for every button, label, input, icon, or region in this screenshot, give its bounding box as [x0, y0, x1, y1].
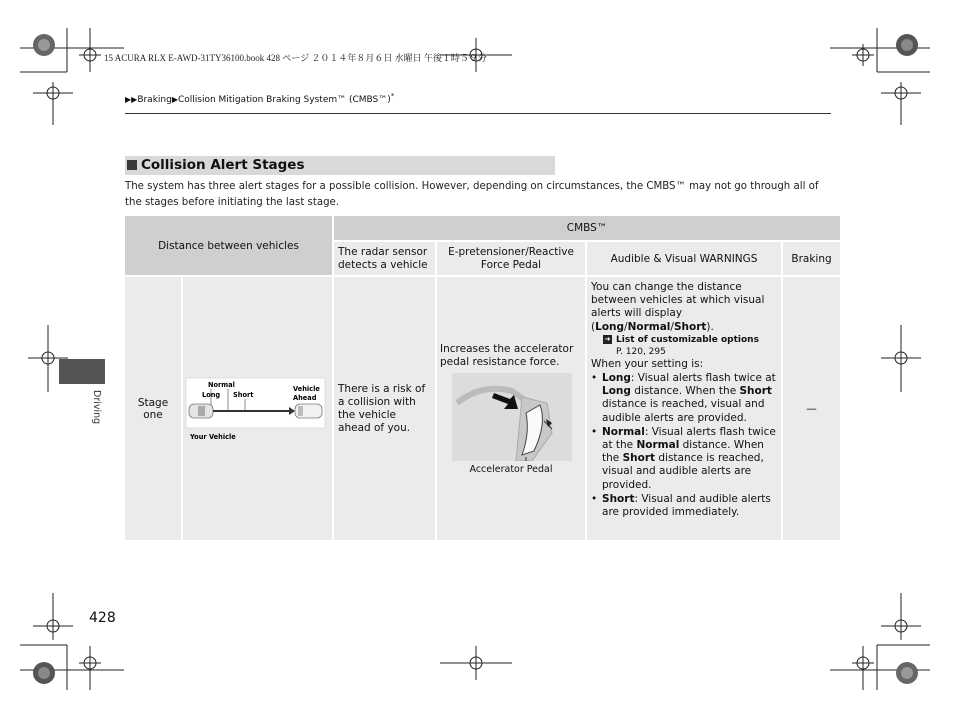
label-short: Short — [233, 390, 254, 399]
b2-key2: Normal — [636, 439, 680, 452]
header-rule — [125, 113, 831, 114]
breadcrumb-item-cmbs[interactable]: Collision Mitigation Braking System™ (CMBS™) — [178, 95, 391, 105]
warn-when: When your setting is: — [591, 357, 704, 370]
intro-paragraph: The system has three alert stages for a possible collision. However, depending on circumstances, the CMBS™ may not go through all of the stages before initiating the last stage. — [125, 181, 819, 208]
section-square-icon — [127, 160, 137, 170]
bullet-normal — [591, 426, 777, 492]
stage-label: Stage one — [125, 277, 181, 540]
b2-c: distance is reached, visual and audible alerts are provided. — [602, 452, 764, 491]
pretensioner-cell — [437, 277, 585, 540]
col-pretensioner: E-pretensioner/Reactive Force Pedal — [437, 242, 585, 275]
col-radar: The radar sensor detects a vehicle — [334, 242, 435, 275]
bullet-short — [591, 493, 777, 519]
side-label-driving: Driving — [91, 390, 102, 425]
page-number: 428 — [89, 610, 116, 626]
col-braking: Braking — [783, 242, 840, 275]
label-vehicle-ahead-text: Vehicle — [293, 384, 320, 393]
side-tab[interactable] — [59, 359, 105, 384]
b1-a: : Visual alerts flash twice at — [630, 372, 776, 385]
label-normal: Normal — [208, 380, 235, 389]
b1-key: Long — [602, 372, 631, 385]
breadcrumb-separator: ▶ — [171, 95, 178, 104]
breadcrumb-arrows: ▶▶ — [125, 95, 138, 104]
pedal-caption: Accelerator Pedal — [469, 463, 553, 475]
b1-key3: Short — [739, 385, 772, 398]
label-long: Long — [202, 390, 221, 399]
bullet-long — [591, 372, 777, 425]
b2-key3: Short — [622, 452, 656, 465]
braking-value: — — [783, 277, 840, 540]
b2-a: : Visual alerts flash twice at the — [602, 425, 776, 452]
ref-title: List of customizable options — [616, 334, 759, 345]
warn-slash-2: / — [670, 320, 674, 333]
label-vehicle-ahead-text-line2: Ahead — [293, 393, 317, 402]
collision-alert-table — [123, 214, 842, 542]
b3-a: : Visual and audible alerts are provided immediately. — [602, 492, 771, 519]
warn-long: Long — [595, 320, 625, 333]
radar-description: There is a risk of a collision with the vehicle ahead of you. — [334, 277, 435, 540]
b1-c: distance is reached, visual and audible alerts are provided. — [602, 398, 765, 424]
distance-diagram-cell — [183, 277, 332, 540]
accelerator-pedal-illustration — [452, 373, 572, 461]
reference-arrow-icon: ➜ — [604, 334, 611, 343]
warn-intro-2: ). — [706, 320, 714, 333]
pretensioner-description: Increases the accelerator pedal resistance force. — [440, 342, 574, 368]
b2-key: Normal — [602, 425, 645, 438]
header-distance: Distance between vehicles — [125, 216, 332, 275]
warn-short: Short — [673, 320, 707, 333]
col-warnings: Audible & Visual WARNINGS — [587, 242, 781, 275]
distance-diagram — [185, 374, 330, 444]
warn-intro-1: You can change the distance between vehicles at which visual alerts will display ( — [591, 281, 765, 333]
warn-slash-1: / — [624, 320, 628, 333]
breadcrumb-item-braking[interactable]: Braking — [137, 95, 172, 105]
breadcrumb-suffix: * — [390, 92, 395, 100]
b1-key2: Long — [602, 385, 631, 398]
ref-pages: P. 120, 295 — [616, 346, 666, 357]
label-vehicle-ahead — [293, 385, 320, 402]
print-header: 15 ACURA RLX E-AWD-31TY36100.book 428 ページ ２０１４年８月６日 水曜日 午後１時５９分 — [104, 53, 487, 63]
header-cmbs: CMBS™ — [334, 216, 840, 240]
b2-b: distance. When the — [602, 439, 764, 465]
warnings-cell — [587, 277, 781, 540]
customizable-options-link[interactable] — [603, 334, 777, 346]
b3-key: Short — [602, 492, 635, 505]
label-your-vehicle: Your Vehicle — [190, 432, 236, 441]
section-title: Collision Alert Stages — [141, 157, 305, 173]
breadcrumb — [125, 92, 394, 105]
b1-b: distance. When the — [630, 385, 740, 398]
warn-normal: Normal — [627, 320, 671, 333]
warnings-intro — [591, 281, 777, 334]
